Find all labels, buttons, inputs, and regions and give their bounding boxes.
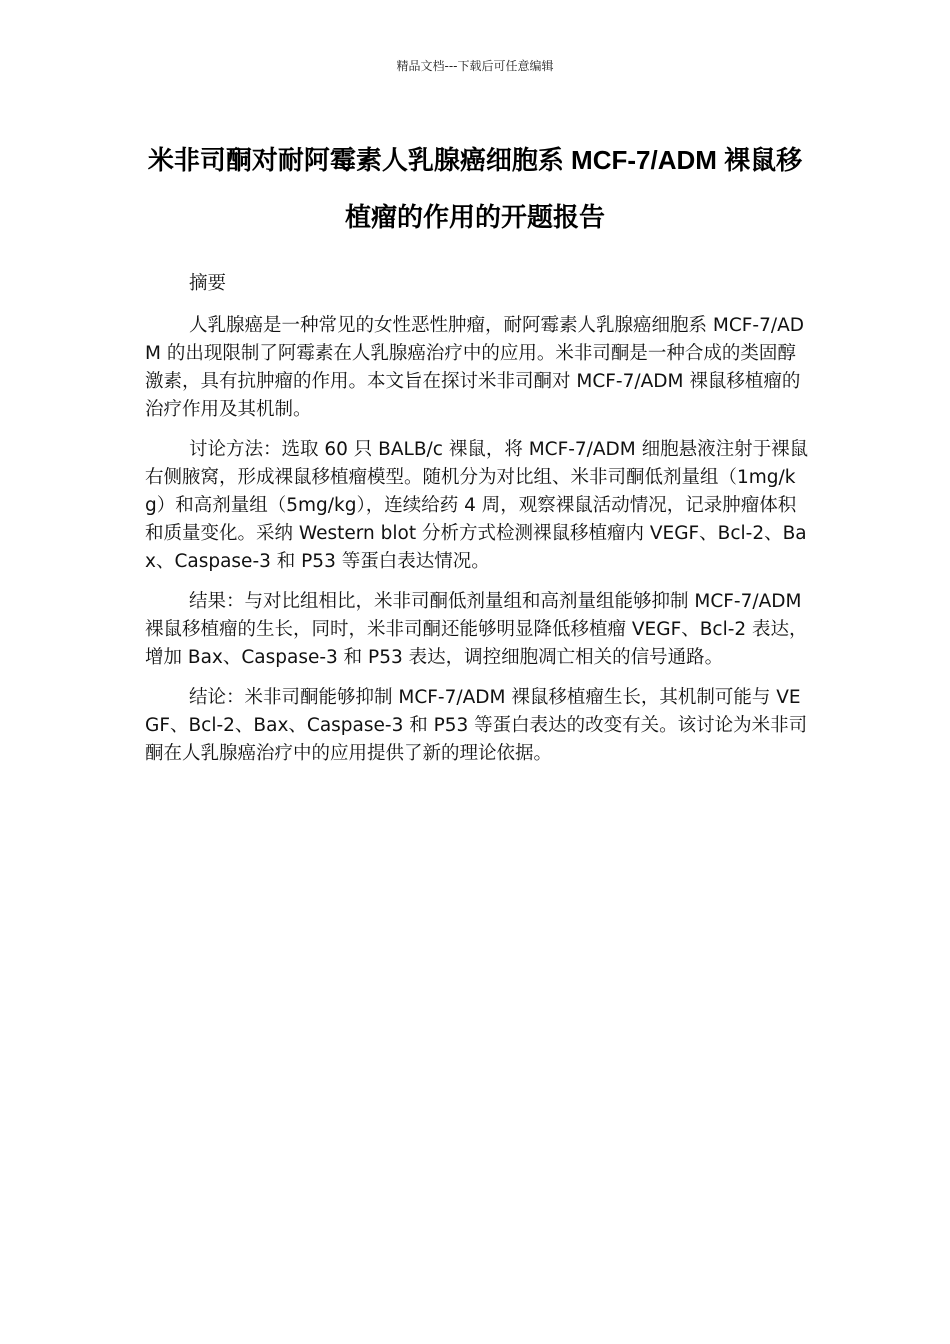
abstract-heading: 摘要 xyxy=(189,273,227,294)
abstract-paragraph-methods: 讨论方法：选取 60 只 BALB/c 裸鼠，将 MCF-7/ADM 细胞悬液注射于裸鼠右侧腋窝，形成裸鼠移植瘤模型。随机分为对比组、米非司酮低剂量组（1mg/kg）和高剂量组（5mg/kg），连续给药 4 周，观察裸鼠活动情况，记录肿瘤体积和质量变化。采纳 Western blot 分析方式检测裸鼠移植瘤内 VEGF、Bcl-2、Bax、Caspase-3 和 P53 等蛋白表达情况。 xyxy=(145,439,809,572)
document-title: 米非司酮对耐阿霉素人乳腺癌细胞系 MCF-7/ADM 裸鼠移植瘤的作用的开题报告 xyxy=(147,145,803,232)
document-body xyxy=(145,270,809,780)
page-header-note: 精品文档---下载后可任意编辑 xyxy=(396,59,554,73)
abstract-paragraph-results: 结果：与对比组相比，米非司酮低剂量组和高剂量组能够抑制 MCF-7/ADM 裸鼠移植瘤的生长，同时，米非司酮还能够明显降低移植瘤 VEGF、Bcl-2 表达，增加 Bax、Caspase-3 和 P53 表达，调控细胞凋亡相关的信号通路。 xyxy=(145,591,808,668)
abstract-paragraph-conclusion: 结论：米非司酮能够抑制 MCF-7/ADM 裸鼠移植瘤生长，其机制可能与 VEGF、Bcl-2、Bax、Caspase-3 和 P53 等蛋白表达的改变有关。该讨论为米非司酮在人乳腺癌治疗中的应用提供了新的理论依据。 xyxy=(145,687,808,764)
abstract-paragraph-intro: 人乳腺癌是一种常见的女性恶性肿瘤，耐阿霉素人乳腺癌细胞系 MCF-7/ADM 的出现限制了阿霉素在人乳腺癌治疗中的应用。米非司酮是一种合成的类固醇激素，具有抗肿瘤的作用。本文旨在探讨米非司酮对 MCF-7/ADM 裸鼠移植瘤的治疗作用及其机制。 xyxy=(145,315,804,420)
